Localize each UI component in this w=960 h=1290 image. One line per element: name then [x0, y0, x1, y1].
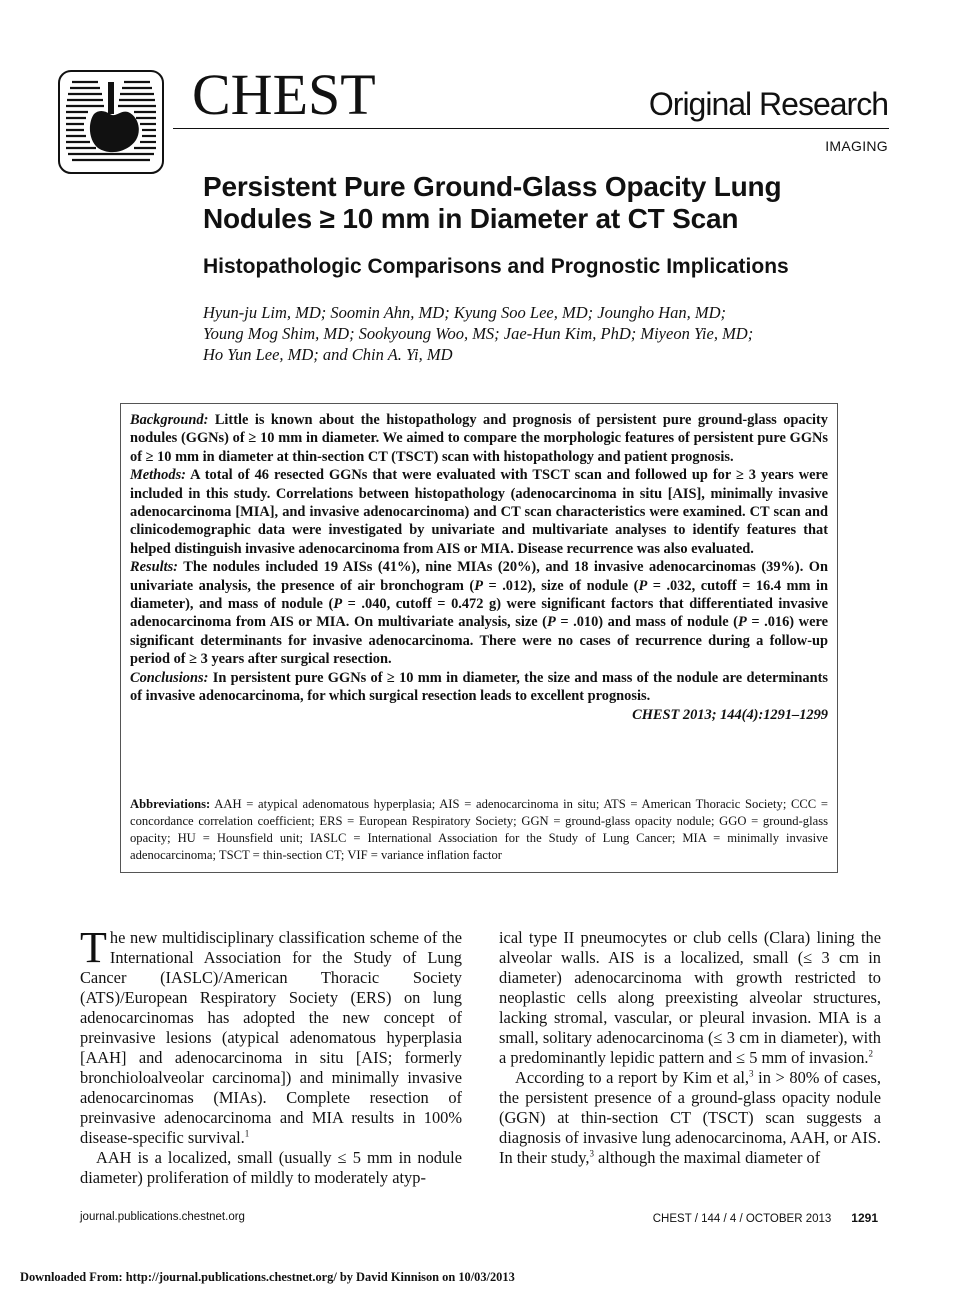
body-paragraph: [499, 928, 881, 1068]
download-notice: Downloaded From: http://journal.publications.chestnet.org/ by David Kinnison on 10/03/2013: [20, 1270, 515, 1284]
header-rule: [173, 128, 889, 129]
abstract-text: = .040, cutoff = 0.472 g) were significant factors that differentiated invasive adenocarcinoma from AIS or MIA. On multivariate analysis, size (: [130, 596, 828, 631]
abstract-text: A total of 46 resected GGNs that were evaluated with TSCT scan and followed up for ≥ 3 years were included in this study. Correlations between histopathology (adenocarcinoma in situ [AIS], minimally invasive adenocarcinoma [MIA], and invasive adenocarcinoma) and CT scan characteristics were examined. CT scan and clinicodemographic data were investigated by univariate and multivariate analyses to identify features that helped distinguish invasive adenocarcinoma from AIS or MIA. Disease recurrence was also evaluated.: [130, 467, 828, 557]
reference-link[interactable]: 3: [749, 1068, 754, 1079]
citation: CHEST 2013; 144(4):1291–1299: [632, 706, 828, 723]
drop-cap: T: [80, 923, 107, 972]
section-subcategory: IMAGING: [825, 138, 888, 154]
paragraph-text: ical type II pneumocytes or club cells (Clara) lining the alveolar walls. AIS is a localized, small (≤ 3 cm in diameter) adenocarcinoma with growth restricted to neoplastic cells along preexisting alveolar structures, lacking stromal, vascular, or pleural invasion. MIA is a small, solitary adenocarcinoma (≤ 3 cm in diameter), with a predominantly lepidic pattern and ≤ 5 mm of invasion.: [499, 928, 881, 1067]
reference-link[interactable]: 3: [589, 1148, 594, 1159]
author-list: [203, 302, 843, 365]
article-subtitle: Histopathologic Comparisons and Prognostic Implications: [203, 255, 789, 278]
page-number: 1291: [851, 1211, 878, 1225]
abstract-methods: [130, 466, 828, 558]
abstract-text: = .012), size of nodule (: [483, 577, 639, 594]
abstract-text: In persistent pure GGNs of ≥ 10 mm in diameter, the size and mass of the nodule are determinants of invasive adenocarcinoma, for which surgical resection leads to excellent prognosis.: [130, 669, 828, 705]
body-column-right: [499, 928, 881, 1168]
abstract: [130, 411, 828, 724]
abstract-label: Results:: [130, 559, 178, 576]
article-title-line-1: Persistent Pure Ground-Glass Opacity Lung: [203, 171, 782, 202]
abstract-label: Conclusions:: [130, 669, 209, 686]
p-value-symbol: P: [737, 614, 747, 631]
p-value-symbol: P: [546, 614, 556, 631]
abstract-conclusions: [130, 669, 828, 723]
body-column-left: [80, 923, 462, 1188]
article-title-line-2: Nodules ≥ 10 mm in Diameter at CT Scan: [203, 203, 739, 234]
body-paragraph: [80, 923, 462, 1148]
p-value-symbol: P: [333, 596, 343, 613]
abbreviations: [130, 796, 828, 864]
p-value-symbol: P: [474, 577, 484, 594]
abstract-text: = .032, cutoff = 16.4 mm in diameter), and mass of nodule (: [130, 577, 828, 613]
abbreviations-text: AAH = atypical adenomatous hyperplasia; AIS = adenocarcinoma in situ; ATS = American Thoracic Society; CCC = concordance correlation coefficient; ERS = European Respiratory Society; GGN = ground-glass opacity nodule; GGO = ground-glass opacity; HU = Hounsfield unit; IASLC = International Association for the Study of Lung Cancer; MIA = minimally invasive adenocarcinoma; TSCT = thin-section CT; VIF = variance inflation factor: [130, 797, 828, 862]
body-paragraph: [80, 1148, 462, 1188]
abstract-text: The nodules included 19 AISs (41%), nine MIAs (20%), and 18 invasive adenocarcinomas (39%). On univariate analysis, the presence of air bronchogram (: [130, 559, 828, 594]
p-value-symbol: P: [638, 577, 648, 594]
section-type: Original Research: [648, 86, 888, 122]
body-paragraph: [499, 1068, 881, 1168]
paragraph-text: AAH is a localized, small (usually ≤ 5 mm in nodule diameter) proliferation of mildly to moderately atyp-: [80, 1148, 462, 1187]
abbreviations-label: Abbreviations:: [130, 797, 211, 811]
journal-name: CHEST: [192, 62, 376, 127]
author-line: Young Mog Shim, MD; Sookyoung Woo, MS; Jae-Hun Kim, PhD; Miyeon Yie, MD;: [203, 324, 754, 343]
article-title: [203, 171, 903, 235]
paragraph-text: although the maximal diameter of: [593, 1148, 821, 1167]
abstract-text: = .010) and mass of nodule (: [555, 614, 738, 631]
paragraph-text: he new multidisciplinary classification scheme of the International Association for the Study of Lung Cancer (IASLC)/American Thoracic Society (ATS)/European Respiratory Society (ERS) on lung adenocarcinomas has adopted the new concept of preinvasive lesions (atypical adenomatous hyperplasia [AAH] and adenocarcinoma in situ [AIS; formerly bronchioloalveolar carcinoma]) and minimally invasive adenocarcinomas (MIAs). Complete resection of preinvasive adenocarcinoma and MIA results in 100% disease-specific survival.: [80, 928, 462, 1147]
author-line: Hyun-ju Lim, MD; Soomin Ahn, MD; Kyung Soo Lee, MD; Joungho Han, MD;: [203, 303, 727, 322]
footer-issue-info: [653, 1211, 878, 1225]
paragraph-text: According to a report by Kim et al,: [515, 1068, 750, 1087]
abstract-text: = .016) were significant determinants for invasive adenocarcinoma. There were no cases of recurrence during a follow-up period of ≥ 3 years after surgical resection.: [130, 614, 828, 668]
paragraph-text: in > 80% of cases, the persistent presence of a ground-glass opacity nodule (GGN) at thin-section CT (TSCT) scan suggests a diagnosis of invasive lung adenocarcinoma, AAH, or AIS. In their study,: [499, 1068, 882, 1167]
issue-info: CHEST / 144 / 4 / OCTOBER 2013: [652, 1213, 832, 1225]
chest-journal-logo: [58, 70, 164, 174]
abstract-label: Background:: [130, 412, 209, 428]
reference-link[interactable]: 2: [868, 1048, 874, 1059]
abstract-background: [130, 411, 828, 466]
reference-link[interactable]: 1: [244, 1128, 250, 1139]
journal-website-link[interactable]: journal.publications.chestnet.org: [80, 1211, 245, 1223]
abstract-text: Little is known about the histopathology and prognosis of persistent pure ground-glass opacity nodules (GGNs) of ≥ 10 mm in diameter. We aimed to compare the morphologic features of persistent pure GGNs of ≥ 10 mm in diameter at thin-section CT (TSCT) scan with histopathology and patient prognosis.: [130, 412, 828, 465]
author-line: Ho Yun Lee, MD; and Chin A. Yi, MD: [203, 345, 453, 364]
abstract-label: Methods:: [130, 467, 186, 484]
abstract-results: [130, 558, 828, 668]
